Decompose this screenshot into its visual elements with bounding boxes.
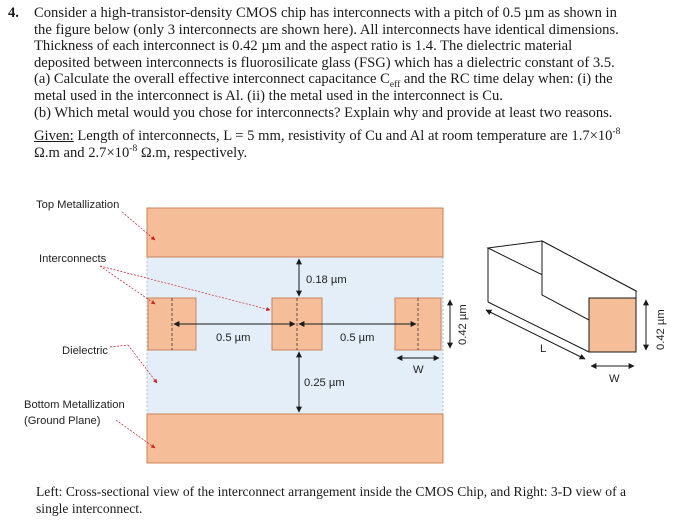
given-label: Given: bbox=[34, 128, 74, 145]
problem-number: 4. bbox=[8, 5, 19, 21]
given-exponent-1: -8 bbox=[612, 127, 621, 138]
problem-line-5b: and the RC time delay when: (i) the bbox=[400, 71, 613, 88]
caption-line-2: single interconnect. bbox=[36, 500, 143, 516]
spacing-left-label: 0.5 µm bbox=[216, 332, 251, 344]
width-label: W bbox=[413, 364, 424, 376]
given-text-c: Ω.m, respectively. bbox=[137, 144, 248, 161]
problem-line-4: deposited between interconnects is fluorosilicate glass (FSG) which has a dielectric constant of 3.5. bbox=[34, 54, 615, 71]
dielectric-label: Dielectric bbox=[62, 345, 109, 357]
thickness-label-3d: 0.42 µm bbox=[655, 309, 667, 350]
interconnect-3d-front-face bbox=[589, 298, 636, 352]
problem-line-5a: (a) Calculate the overall effective interconnect capacitance C bbox=[34, 71, 390, 88]
interconnect-3d bbox=[488, 241, 636, 352]
bottom-metallization-label-1: Bottom Metallization bbox=[24, 399, 125, 411]
top-metallization bbox=[147, 208, 443, 257]
gap-top-label: 0.18 µm bbox=[306, 274, 347, 286]
given-text-b: Ω.m and 2.7×10 bbox=[34, 144, 130, 161]
ceff-subscript: eff bbox=[389, 80, 401, 91]
length-label-3d: L bbox=[540, 343, 547, 355]
problem-line-6: metal used in the interconnect is Al. (ii) the metal used in the interconnect is Cu. bbox=[34, 87, 503, 104]
problem-line-1: Consider a high-transistor-density CMOS chip has interconnects with a pitch of 0.5 µm as shown in bbox=[34, 5, 617, 21]
problem-line-3: Thickness of each interconnect is 0.42 µm and the aspect ratio is 1.4. The dielectric material bbox=[34, 38, 573, 55]
gap-bottom-label: 0.25 µm bbox=[304, 377, 345, 389]
spacing-right-label: 0.5 µm bbox=[340, 332, 375, 344]
thickness-label: 0.42 µm bbox=[457, 304, 469, 345]
problem-line-7: (b) Which metal would you chose for interconnects? Explain why and provide at least two reasons. bbox=[34, 104, 613, 121]
bottom-metallization bbox=[147, 414, 443, 463]
given-exponent-2: -8 bbox=[129, 143, 138, 154]
bottom-metallization-label-2: (Ground Plane) bbox=[24, 415, 101, 427]
interconnects-label: Interconnects bbox=[39, 253, 107, 265]
figure-caption bbox=[36, 484, 676, 517]
problem-line-2: the figure below (only 3 interconnects are shown here). All interconnects have identical dimensions. bbox=[34, 21, 619, 38]
width-label-3d: W bbox=[609, 373, 620, 385]
top-metallization-label: Top Metallization bbox=[36, 199, 120, 211]
length-arrow-3d bbox=[486, 310, 585, 359]
caption-line-1: Left: Cross-sectional view of the interconnect arrangement inside the CMOS Chip, and Right: 3-D view of a bbox=[36, 484, 627, 499]
given-text-a: Length of interconnects, L = 5 mm, resistivity of Cu and Al at room temperature are 1.7×10 bbox=[73, 128, 613, 145]
